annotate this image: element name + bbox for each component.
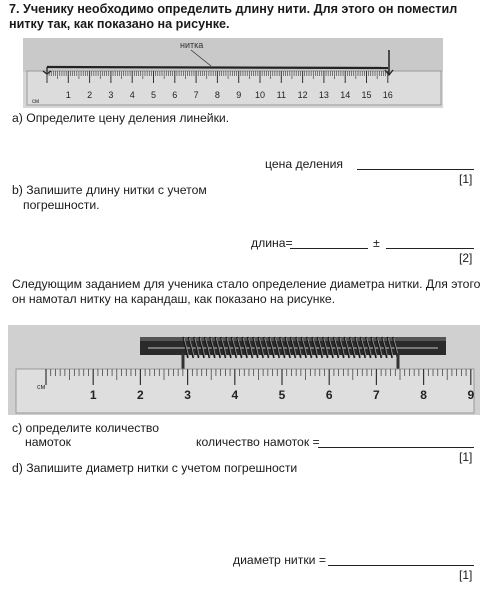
ruler-2-tick-label: 7 (373, 388, 380, 402)
ruler-2-tick-label: 4 (231, 388, 239, 402)
ruler-1-tick-label: 10 (254, 90, 266, 100)
ruler-1-tick-label: 4 (129, 90, 135, 100)
ruler-1-tick-label: 5 (150, 90, 157, 100)
ruler-2-unit: см (37, 384, 46, 391)
ruler-1-tick-label: 12 (297, 90, 308, 100)
ruler-photo-2 (8, 325, 480, 415)
ruler-1-tick-label: 15 (361, 90, 372, 100)
ruler-2-tick-label: 2 (137, 388, 144, 402)
answer-b-length-field[interactable] (290, 236, 368, 249)
ruler-1-tick-label: 8 (214, 90, 220, 100)
ruler-1-tick-label: 11 (276, 90, 286, 100)
ruler-1-tick-label: 1 (65, 90, 71, 100)
ruler-2-tick-label: 1 (89, 388, 97, 402)
mark-b: [2] (459, 251, 473, 265)
answer-d-field[interactable] (328, 553, 474, 566)
ruler-2-tick-label: 8 (420, 388, 427, 402)
ruler-1-tick-label: 3 (108, 90, 114, 100)
ruler-2-tick-label: 9 (467, 388, 475, 402)
thread-label: нитка (180, 40, 204, 50)
ruler-1-tick-label: 13 (318, 90, 329, 100)
ruler-1-tick-label: 14 (340, 90, 351, 100)
question-b-line1: b) Запишите длину нитки с учетом (12, 183, 207, 197)
mark-a: [1] (459, 172, 473, 186)
mark-d: [1] (459, 568, 473, 582)
intro-diameter-task: Следующим заданием для ученика стало определение диаметра нитки. Для этого он намотал нитку на карандаш, как показано на рисунке. (12, 277, 481, 306)
ruler-2-tick-label: 6 (325, 388, 333, 402)
ruler-1-tick-label: 16 (382, 90, 393, 100)
question-c-line1: c) определите количество (12, 421, 160, 435)
ruler-2-tick-label: 5 (278, 388, 286, 402)
ruler-2-tick-label: 3 (184, 388, 191, 402)
ruler-1-tick-label: 6 (172, 90, 178, 100)
question-d: d) Запишите диаметр нитки с учетом погрешности (12, 461, 298, 475)
question-a: a) Определите цену деления линейки. (12, 111, 230, 125)
answer-b-error-field[interactable] (386, 236, 474, 249)
answer-a-label: цена деления (265, 157, 344, 171)
ruler-1-unit: см (32, 99, 40, 105)
task-title: 7. Ученику необходимо определить длину нити. Для этого он поместил нитку так, как показано на рисунке. (9, 2, 458, 31)
answer-d-label: диаметр нитки = (233, 553, 326, 567)
ruler-photo-1 (23, 38, 443, 108)
question-c-line2: намоток (25, 435, 71, 449)
ruler-1-tick-label: 9 (236, 90, 242, 100)
ruler-1-tick-label: 2 (87, 90, 93, 100)
answer-b-label: длина= (251, 236, 293, 250)
thread-line (47, 67, 388, 68)
question-b-line2: погрешности. (23, 198, 100, 212)
ruler-1-tick-label: 7 (193, 90, 199, 100)
answer-b-pm: ± (373, 236, 380, 250)
mark-c: [1] (459, 450, 473, 464)
answer-c-field[interactable] (318, 435, 474, 448)
answer-a-field[interactable] (357, 157, 474, 170)
answer-c-label: количество намоток = (196, 435, 320, 449)
